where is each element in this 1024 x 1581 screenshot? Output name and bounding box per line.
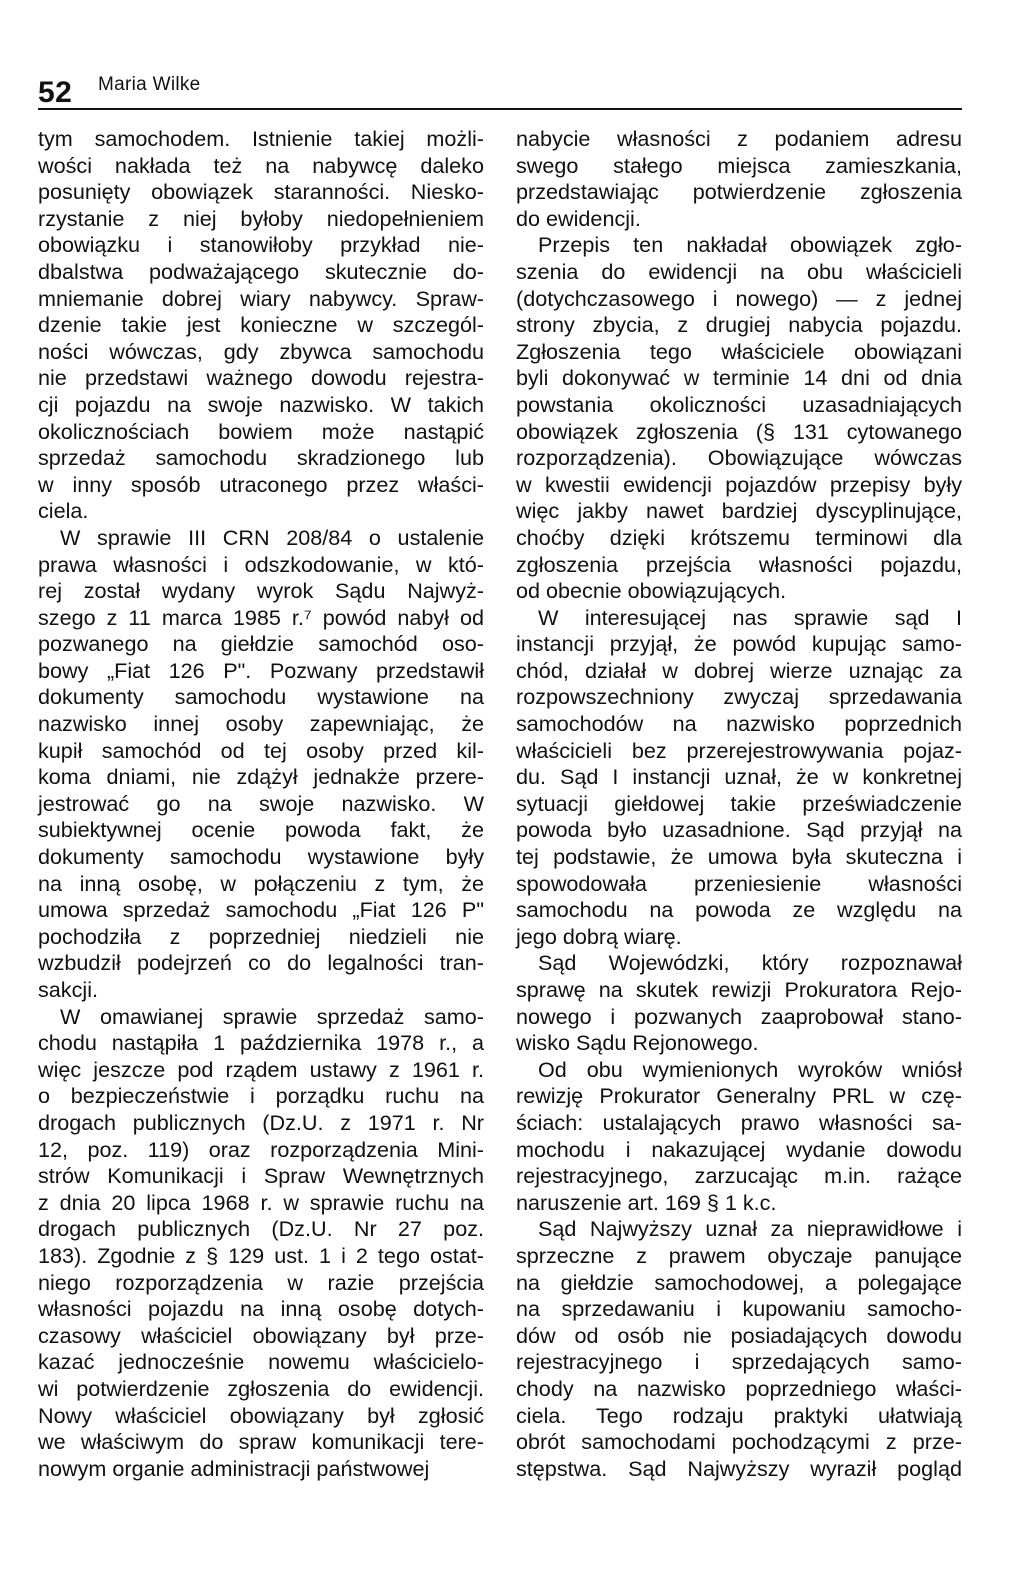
text-line: subiektywnej ocenie powoda fakt, że: [38, 817, 484, 843]
text-line: na sprzedawaniu i kupowaniu samocho-: [516, 1296, 962, 1322]
text-line: wzbudził podejrzeń co do legalności tran-: [38, 950, 484, 976]
text-line: na inną osobę, w połączeniu z tym, że: [38, 870, 484, 896]
text-line: spowodowała przeniesienie własności: [516, 870, 962, 896]
text-line: rej został wydany wyrok Sądu Najwyż-: [38, 578, 484, 604]
left-column: [38, 126, 484, 1482]
text-line: koma dniami, nie zdążył jednakże przere-: [38, 764, 484, 790]
text-line: bowy „Fiat 126 P". Pozwany przedstawił: [38, 657, 484, 683]
text-line: nie przedstawi ważnego dowodu rejestra-: [38, 365, 484, 391]
text-line: właścicieli bez przerejestrowywania pojaz-: [516, 737, 962, 763]
paragraph: [516, 605, 962, 951]
text-line: sprawę na skutek rewizji Prokuratora Rejo-: [516, 977, 962, 1002]
text-line: mochodu i nakazującej wydanie dowodu: [516, 1136, 962, 1162]
text-line: (dotychczasowego i nowego) — z jednej: [516, 285, 962, 311]
text-line: niego rozporządzenia w razie przejścia: [38, 1269, 484, 1295]
text-line: samochodu na powoda ze względu na: [516, 897, 962, 923]
text-line: Nowy właściciel obowiązany był zgłosić: [38, 1402, 484, 1428]
text-line: rozporządzenia). Obowiązujące wówczas: [516, 445, 962, 471]
text-line: kazać jednocześnie nowemu właścicielo-: [38, 1349, 484, 1375]
text-line: dokumenty samochodu wystawione były: [38, 844, 484, 870]
text-line: Przepis ten nakładał obowiązek zgło-: [538, 232, 962, 258]
text-line: rzystanie z niej byłoby niedopełnieniem: [38, 205, 484, 231]
text-line: stępstwa. Sąd Najwyższy wyraził pogląd: [516, 1455, 962, 1481]
text-line: umowa sprzedaż samochodu „Fiat 126 P": [38, 897, 484, 923]
running-head-author: Maria Wilke: [98, 74, 201, 95]
paragraph: [38, 1004, 484, 1483]
text-line: z dnia 20 lipca 1968 r. w sprawie ruchu na: [38, 1189, 484, 1215]
text-line: szenia do ewidencji na obu właścicieli: [516, 258, 962, 284]
text-line: du. Sąd I instancji uznał, że w konkretnej: [516, 764, 962, 790]
text-line: samochodów na nazwisko poprzednich: [516, 711, 962, 737]
text-line: 12, poz. 119) oraz rozporządzenia Mini-: [38, 1136, 484, 1162]
text-line: byli dokonywać w terminie 14 dni od dnia: [516, 365, 962, 391]
right-column: [516, 126, 962, 1482]
text-line: rejestracyjnego, zarzucając m.in. rażące: [516, 1163, 962, 1189]
text-line: we właściwym do spraw komunikacji tere-: [38, 1429, 484, 1455]
text-line: cji pojazdu na swoje nazwisko. W takich: [38, 391, 484, 417]
text-line: więc jeszcze pod rządem ustawy z 1961 r.: [38, 1056, 484, 1082]
text-line: W sprawie III CRN 208/84 o ustalenie: [60, 524, 484, 550]
text-line: dokumenty samochodu wystawione na: [38, 684, 484, 710]
text-line: nabycie własności z podaniem adresu: [516, 126, 962, 151]
text-line: ciela. Tego rodzaju praktyki ułatwiają: [516, 1402, 962, 1428]
text-line: rozpowszechniony zwyczaj sprzedawania: [516, 684, 962, 710]
text-line: jego dobrą wiarę.: [516, 923, 682, 949]
text-line: swego stałego miejsca zamieszkania,: [516, 152, 962, 178]
text-line: wisko Sądu Rejonowego.: [516, 1030, 759, 1056]
text-line: powstania okoliczności uzasadniających: [516, 391, 962, 417]
text-line: obrót samochodami pochodzącymi z prze-: [516, 1429, 962, 1455]
text-line: chody na nazwisko poprzedniego właści-: [516, 1375, 962, 1401]
text-line: w inny sposób utraconego przez właści-: [38, 471, 484, 497]
text-line: obowiązku i stanowiłoby przykład nie-: [38, 232, 484, 258]
text-line: zgłoszenia przejścia własności pojazdu,: [516, 551, 962, 577]
text-line: czasowy właściciel obowiązany był prze-: [38, 1322, 484, 1348]
text-line: więc jakby nawet bardziej dyscyplinujące,: [516, 498, 962, 524]
text-line: drogach publicznych (Dz.U. z 1971 r. Nr: [38, 1109, 484, 1135]
text-line: pochodziła z poprzedniej niedzieli nie: [38, 923, 484, 949]
text-line: wości nakłada też na nabywcę daleko: [38, 152, 484, 178]
text-line: przedstawiając potwierdzenie zgłoszenia: [516, 179, 962, 205]
text-line: rewizję Prokurator Generalny PRL w czę-: [516, 1083, 962, 1109]
text-line: dzenie takie jest konieczne w szczegól-: [38, 312, 484, 338]
text-line: sprzeczne z prawem obyczaje panujące: [516, 1242, 962, 1268]
text-line: w kwestii ewidencji pojazdów przepisy były: [516, 471, 962, 497]
paragraph: [516, 950, 962, 1056]
text-line: sprzedaż samochodu skradzionego lub: [38, 445, 484, 471]
text-line: tej podstawie, że umowa była skuteczna i: [516, 844, 962, 870]
text-line: pozwanego na giełdzie samochód oso-: [38, 631, 484, 657]
text-line: mniemanie dobrej wiary nabywcy. Spraw-: [38, 285, 484, 311]
text-line: obowiązek zgłoszenia (§ 131 cytowanego: [516, 418, 962, 444]
text-line: strów Komunikacji i Spraw Wewnętrznych: [38, 1163, 484, 1189]
text-line: Sąd Wojewódzki, który rozpoznawał: [538, 950, 962, 976]
paragraph: [516, 126, 962, 232]
text-line: W omawianej sprawie sprzedaż samo-: [60, 1003, 484, 1029]
text-line: sytuacji giełdowej takie przeświadczenie: [516, 790, 962, 816]
paragraph: [516, 1216, 962, 1482]
text-line: ściach: ustalających prawo własności sa-: [516, 1109, 962, 1135]
paragraph: [516, 1057, 962, 1217]
text-line: choćby dzięki krótszemu terminowi dla: [516, 524, 962, 550]
text-line: jestrować go na swoje nazwisko. W: [38, 790, 484, 816]
text-line: strony zbycia, z drugiej nabycia pojazdu.: [516, 312, 962, 338]
page-number: 52: [38, 76, 73, 109]
text-line: własności pojazdu na inną osobę dotych-: [38, 1296, 484, 1322]
text-line: wi potwierdzenie zgłoszenia do ewidencji.: [38, 1375, 484, 1401]
paragraph: [516, 232, 962, 604]
text-line: chodu nastąpiła 1 października 1978 r., a: [38, 1030, 484, 1056]
text-line: sakcji.: [38, 977, 98, 1002]
text-line: nowego i pozwanych zaaprobował stano-: [516, 1003, 962, 1029]
text-line: ciela.: [38, 498, 89, 524]
text-line: powoda było uzasadnione. Sąd przyjął na: [516, 817, 962, 843]
text-line: na giełdzie samochodowej, a polegające: [516, 1269, 962, 1295]
text-line: o bezpieczeństwie i porządku ruchu na: [38, 1083, 484, 1109]
text-line: rejestracyjnego i sprzedających samo-: [516, 1349, 962, 1375]
text-line: prawa własności i odszkodowanie, w któ-: [38, 551, 484, 577]
text-line: ności wówczas, gdy zbywca samochodu: [38, 338, 484, 364]
text-line: W interesującej nas sprawie sąd I: [538, 604, 962, 630]
text-line: tym samochodem. Istnienie takiej możli-: [38, 126, 484, 151]
text-line: Zgłoszenia tego właściciele obowiązani: [516, 338, 962, 364]
text-line: do ewidencji.: [516, 205, 641, 231]
text-line: 183). Zgodnie z § 129 ust. 1 i 2 tego ostat-: [38, 1242, 484, 1268]
text-line: drogach publicznych (Dz.U. Nr 27 poz.: [38, 1216, 484, 1242]
text-line: nowym organie administracji państwowej: [38, 1455, 430, 1481]
text-line: Sąd Najwyższy uznał za nieprawidłowe i: [538, 1216, 962, 1242]
text-line: od obecnie obowiązujących.: [516, 578, 787, 604]
running-header: [38, 72, 962, 110]
text-line: naruszenie art. 169 § 1 k.c.: [516, 1189, 777, 1215]
paragraph: [38, 525, 484, 1004]
text-line: dów od osób nie posiadających dowodu: [516, 1322, 962, 1348]
paragraph: [38, 126, 484, 525]
text-line: szego z 11 marca 1985 r.⁷ powód nabył od: [38, 604, 484, 630]
text-line: okolicznościach bowiem może nastąpić: [38, 418, 484, 444]
text-line: kupił samochód od tej osoby przed kil-: [38, 737, 484, 763]
text-line: posunięty obowiązek staranności. Niesko-: [38, 179, 484, 205]
text-line: nazwisko innej osoby zapewniając, że: [38, 711, 484, 737]
text-line: dbalstwa podważającego skutecznie do-: [38, 258, 484, 284]
text-line: instancji przyjął, że powód kupując samo-: [516, 631, 962, 657]
text-line: Od obu wymienionych wyroków wniósł: [538, 1056, 962, 1082]
text-line: chód, działał w dobrej wierze uznając za: [516, 657, 962, 683]
